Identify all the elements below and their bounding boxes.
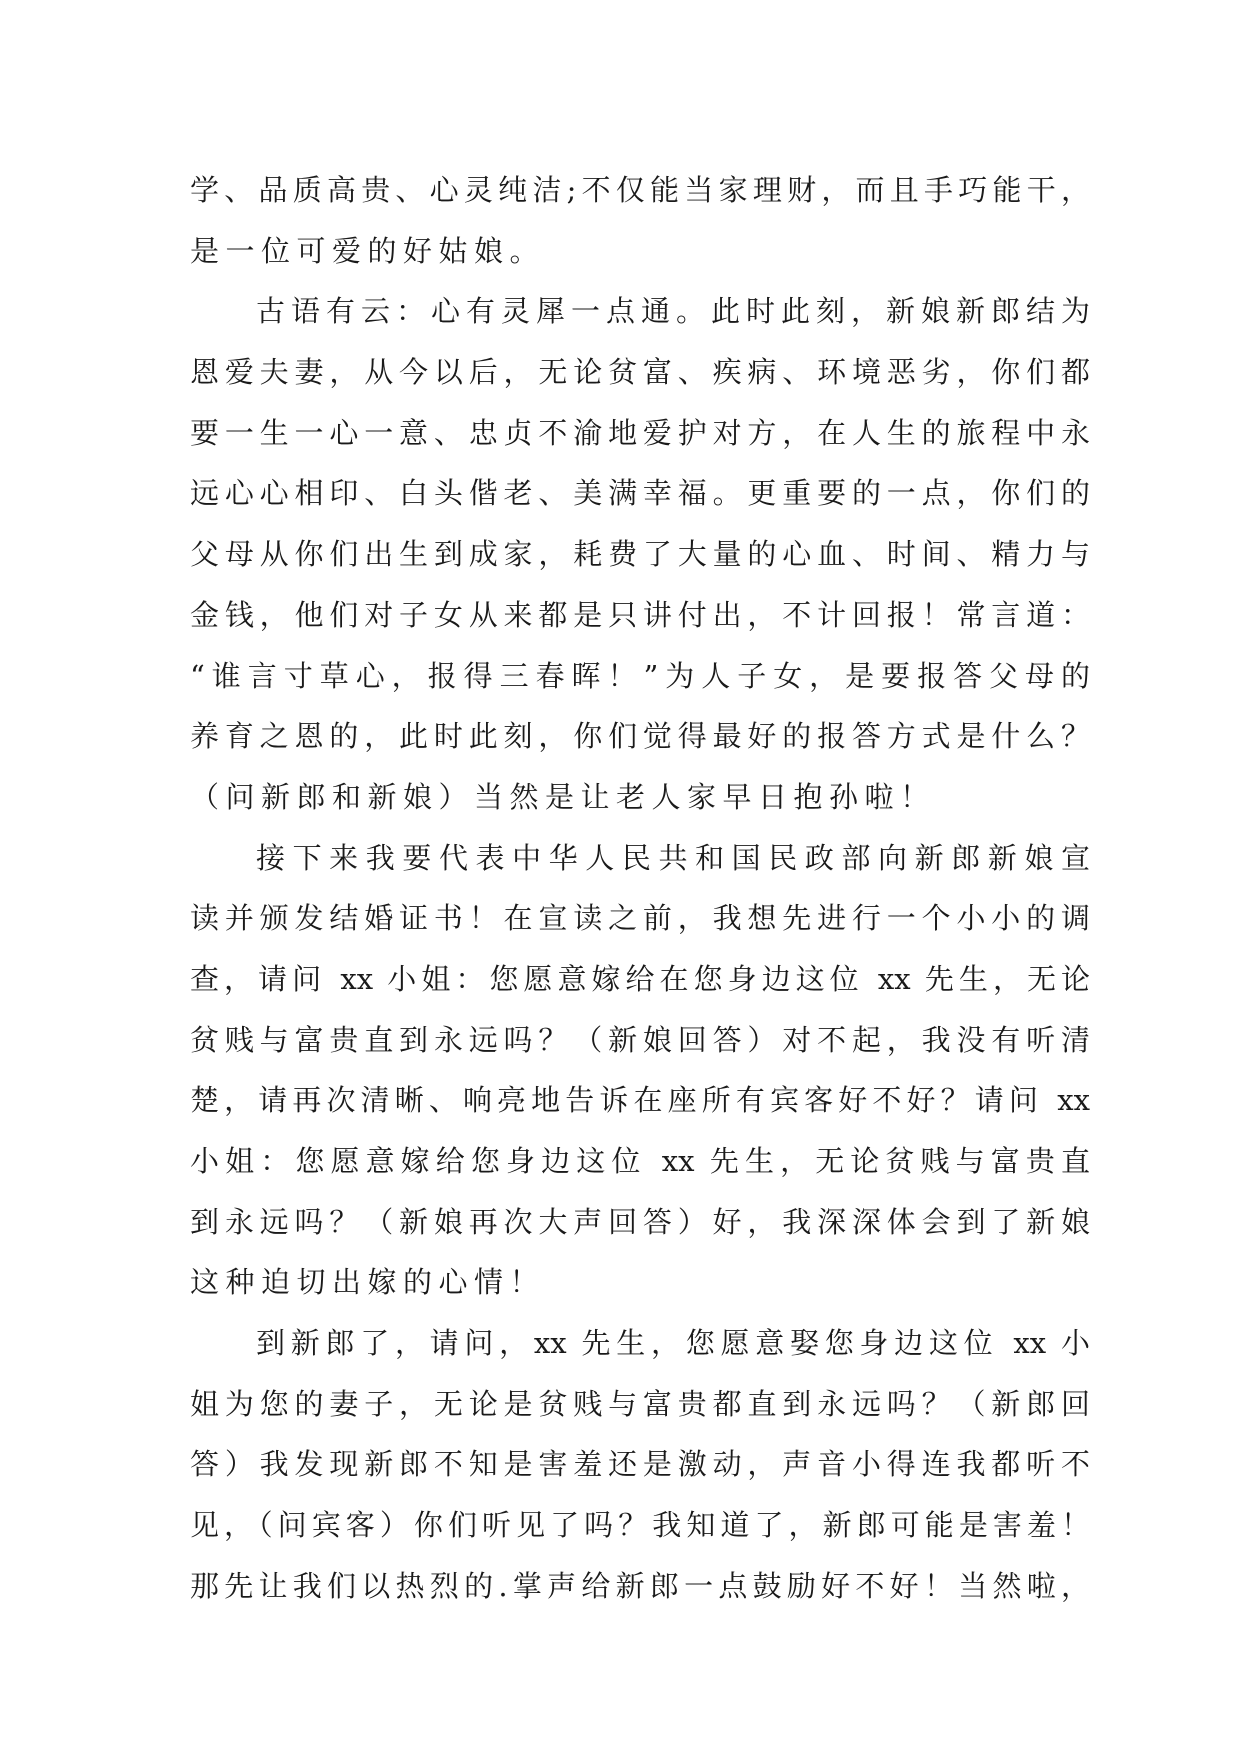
text-line: 那先让我们以热烈的.掌声给新郎一点鼓励好不好！当然啦， — [190, 1568, 1090, 1603]
text-line: （问新郎和新娘）当然是让老人家早日抱孙啦！ — [190, 779, 936, 814]
paragraph-first-line: 古语有云：心有灵犀一点通。此时此刻，新娘新郎结为 — [256, 294, 1090, 329]
paragraph-first-line: 接下来我要代表中华人民共和国民政部向新郎新娘宣 — [256, 840, 1090, 875]
text-line: 要一生一心一意、忠贞不渝地爱护对方，在人生的旅程中永 — [190, 415, 1090, 450]
body-text — [190, 160, 1090, 1617]
text-line: 见，（问宾客）你们听见了吗？我知道了，新郎可能是害羞！ — [190, 1508, 1090, 1543]
text-line: 贫贱与富贵直到永远吗？（新娘回答）对不起，我没有听清 — [190, 1022, 1090, 1057]
text-line: 姐为您的妻子，无论是贫贱与富贵都直到永远吗？（新郎回 — [190, 1386, 1090, 1421]
text-line: 养育之恩的，此时此刻，你们觉得最好的报答方式是什么？ — [190, 719, 1090, 754]
text-line: 楚，请再次清晰、响亮地告诉在座所有宾客好不好？请问 xx — [190, 1083, 1090, 1118]
text-line: 查，请问 xx 小姐：您愿意嫁给在您身边这位 xx 先生，无论 — [190, 961, 1090, 996]
text-line: “谁言寸草心，报得三春晖！”为人子女，是要报答父母的 — [190, 658, 1090, 693]
text-line: 金钱，他们对子女从来都是只讲付出，不计回报！常言道： — [190, 597, 1090, 632]
text-line: 远心心相印、白头偕老、美满幸福。更重要的一点，你们的 — [190, 476, 1090, 511]
text-line: 是一位可爱的好姑娘。 — [190, 233, 546, 268]
text-line: 读并颁发结婚证书！在宣读之前，我想先进行一个小小的调 — [190, 901, 1090, 936]
text-line: 学、品质高贵、心灵纯洁;不仅能当家理财，而且手巧能干， — [190, 173, 1090, 207]
text-line: 到永远吗？（新娘再次大声回答）好，我深深体会到了新娘 — [190, 1204, 1090, 1239]
text-line: 这种迫切出嫁的心情！ — [190, 1265, 546, 1300]
text-line: 小姐：您愿意嫁给您身边这位 xx 先生，无论贫贱与富贵直 — [190, 1144, 1090, 1178]
text-line: 父母从你们出生到成家，耗费了大量的心血、时间、精力与 — [190, 537, 1090, 572]
text-line: 答）我发现新郎不知是害羞还是激动，声音小得连我都听不 — [190, 1447, 1090, 1482]
text-line: 恩爱夫妻，从今以后，无论贫富、疾病、环境恶劣，你们都 — [190, 355, 1090, 390]
paragraph-first-line: 到新郎了，请问，xx 先生，您愿意娶您身边这位 xx 小 — [256, 1326, 1090, 1361]
